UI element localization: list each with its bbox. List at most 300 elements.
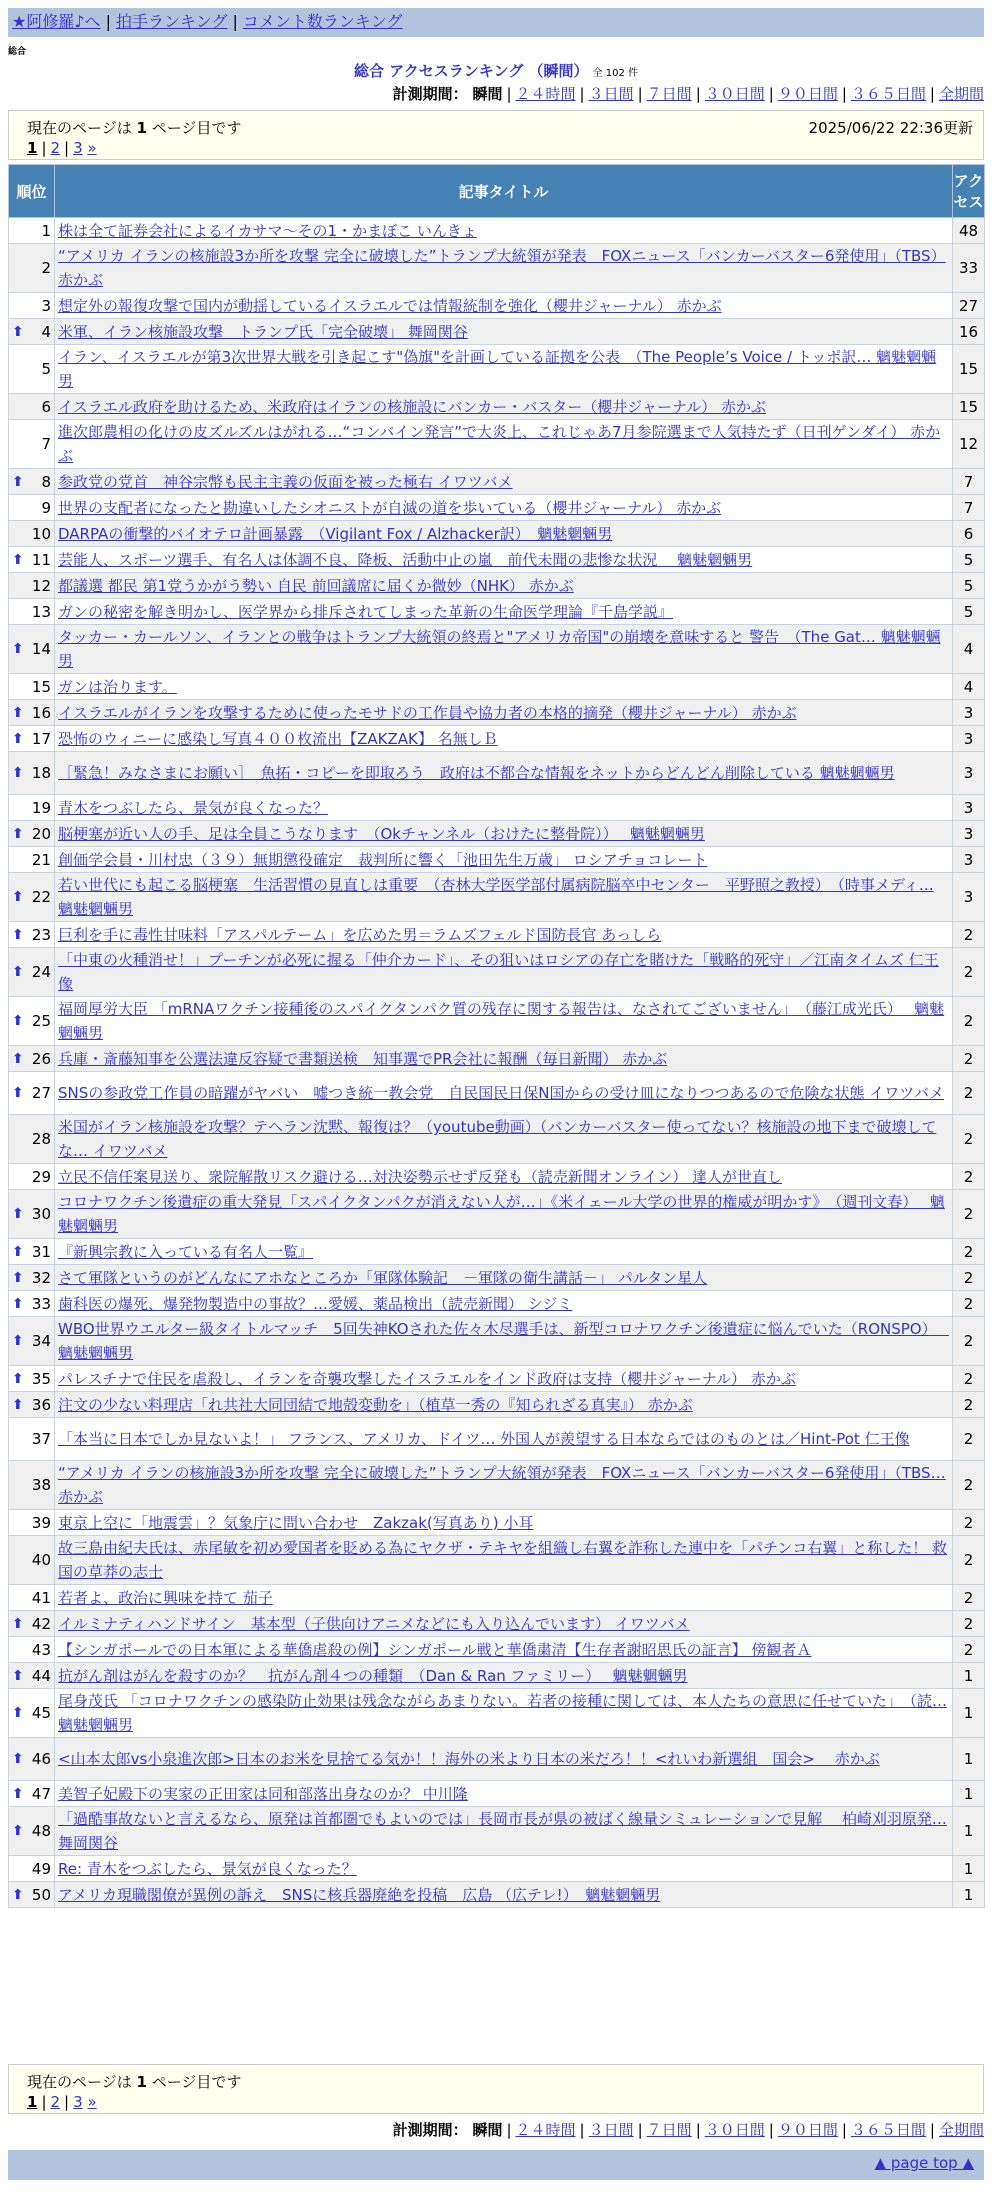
article-link[interactable]: 尾身茂氏 「コロナワクチンの感染防止効果は残念ながらあまりない。若者の接種に関しては、本人たちの意思に任せていた」 （読… 魑魅魍魎男 (58, 1692, 948, 1734)
rank-up-arrow-icon: ⬆ (12, 1396, 24, 1413)
rank-up-arrow-icon: ⬆ (12, 889, 24, 905)
table-row (9, 394, 985, 420)
rank-number: 6 (41, 397, 51, 416)
rank-cell (9, 1366, 55, 1392)
access-count: 3 (953, 873, 985, 922)
article-link[interactable]: ［緊急！みなさまにお願い］ 魚拓・コピーを即取ろう 政府は不都合な情報をネットからどんどん削除している 魑魅魍魎男 (58, 764, 895, 782)
rank-cell (9, 873, 55, 922)
period-selector: 計測期間： 瞬間 | ２４時間 | ３日間 | ７日間 | ３０日間 | ９０日間 | ３６５日間 | 全期間 (392, 85, 984, 103)
rank-up-arrow-icon: ⬆ (12, 704, 24, 721)
rank-up-arrow-icon: ⬆ (12, 765, 24, 781)
rank-number: 48 (31, 1822, 51, 1840)
access-count: 2 (953, 1392, 985, 1418)
period-3d-link[interactable]: ３日間 (588, 2121, 634, 2139)
title-cell (55, 997, 953, 1046)
access-count: 2 (953, 1115, 985, 1164)
table-row (9, 1392, 985, 1418)
article-link[interactable]: 若い世代にも起こる脳梗塞 生活習慣の見直しは重要 （杏林大学医学部付属病院脳卒中センター 平野照之教授） （時事メディ… 魑魅魍魎男 (58, 876, 934, 918)
access-count: 3 (953, 700, 985, 726)
rank-number: 7 (41, 435, 51, 453)
title-cell (55, 821, 953, 847)
article-link[interactable]: イスラエルがイランを攻撃するために使ったモサドの工作員や協力者の本格的摘発（櫻井ジャーナル） 赤かぶ (58, 703, 797, 722)
rank-up-arrow-icon: ⬆ (12, 1333, 24, 1349)
page-title-text: 総合 アクセスランキング （瞬間） (354, 62, 589, 80)
access-count: 7 (953, 495, 985, 521)
home-link[interactable]: ★阿修羅♪へ (12, 12, 101, 31)
article-link[interactable]: DARPAの衝撃的バイオテロ計画暴露 （Vigilant Fox / Alzhacker訳） 魑魅魍魎男 (58, 524, 613, 543)
rank-cell (9, 1585, 55, 1611)
page-top-link[interactable]: ▲ page top ▲ (874, 2154, 974, 2172)
current-page-text: 現在のページは 1 ページ目です (27, 119, 242, 137)
rank-cell (9, 752, 55, 795)
rank-number: 36 (31, 1395, 51, 1414)
access-count: 1 (953, 1663, 985, 1689)
rank-number: 39 (31, 1513, 51, 1532)
article-link[interactable]: 福岡厚労大臣 「mRNAワクチン接種後のスパイクタンパク質の残存に関する報告は、なされてございません」 （藤江成光氏） 魑魅魍魎男 (58, 1000, 945, 1042)
article-link[interactable]: 立民不信任案見送り、衆院解散リスク避ける…対決姿勢示せず反発も（読売新聞オンライン） 達人が世直し (58, 1167, 783, 1186)
period-7d-link[interactable]: ７日間 (646, 85, 692, 103)
period-24h-link[interactable]: ２４時間 (515, 85, 576, 103)
article-link[interactable]: 故三島由紀夫氏は、赤尾敏を初め愛国者を貶める為にヤクザ・テキヤを組織し右翼を詐称した連中を「パチンコ右翼」と称した！ 救国の草莽の志士 (58, 1539, 948, 1581)
access-count: 5 (953, 573, 985, 599)
article-link[interactable]: パレスチナで住民を虐殺し、イランを奇襲攻撃したイスラエルをインド政府は支持（櫻井ジャーナル） 赤かぶ (58, 1369, 796, 1388)
table-row (9, 293, 985, 319)
rank-up-arrow-icon: ⬆ (12, 641, 24, 657)
rank-number: 41 (31, 1588, 51, 1607)
period-90d-link[interactable]: ９０日間 (777, 85, 838, 103)
rank-number: 49 (31, 1859, 51, 1878)
table-row (9, 1738, 985, 1781)
table-row (9, 1164, 985, 1190)
rank-up-arrow-icon: ⬆ (12, 1667, 24, 1684)
rank-number: 8 (41, 472, 51, 491)
rank-up-arrow-icon: ⬆ (12, 1823, 24, 1839)
rank-number: 38 (31, 1476, 51, 1494)
rank-up-arrow-icon: ⬆ (12, 1615, 24, 1632)
access-count: 33 (953, 244, 985, 293)
title-cell (55, 922, 953, 948)
rank-number: 9 (41, 498, 51, 517)
access-count: 5 (953, 547, 985, 573)
title-cell (55, 521, 953, 547)
table-row (9, 922, 985, 948)
access-count: 1 (953, 1856, 985, 1882)
title-cell (55, 1882, 953, 1908)
rank-number: 23 (31, 925, 51, 944)
article-link[interactable]: タッカー・カールソン、イランとの戦争はトランプ大統領の終焉と"アメリカ帝国"の崩壊を意味すると 警告 （The Gat… 魑魅魍魎男 (58, 628, 941, 670)
article-link[interactable]: 注文の少ない料理店「れ共社大同団結で地殻変動を」（植草一秀の『知られざる真実』） 赤かぶ (58, 1395, 693, 1414)
rank-number: 45 (31, 1704, 51, 1722)
next-page-link[interactable]: » (87, 2093, 97, 2111)
table-row (9, 218, 985, 244)
rank-cell (9, 700, 55, 726)
title-cell (55, 1689, 953, 1738)
col-access-header: アクセス (953, 165, 985, 218)
rank-number: 25 (31, 1012, 51, 1030)
rank-number: 46 (31, 1750, 51, 1768)
access-count: 2 (953, 1291, 985, 1317)
title-cell (55, 319, 953, 345)
table-row (9, 1585, 985, 1611)
title-cell (55, 1510, 953, 1536)
rank-number: 30 (31, 1205, 51, 1223)
title-cell (55, 218, 953, 244)
rank-number: 42 (31, 1614, 51, 1633)
rank-up-arrow-icon: ⬆ (12, 323, 24, 340)
page-2-link[interactable]: 2 (50, 2093, 61, 2111)
period-30d-link[interactable]: ３０日間 (704, 85, 765, 103)
pager-top (8, 110, 984, 160)
title-cell (55, 469, 953, 495)
table-row (9, 795, 985, 821)
rank-cell (9, 1317, 55, 1366)
rank-number: 14 (31, 640, 51, 658)
title-cell (55, 1291, 953, 1317)
rank-cell (9, 1265, 55, 1291)
rank-number: 13 (31, 602, 51, 621)
title-cell (55, 1239, 953, 1265)
article-link[interactable]: “アメリカ イランの核施設3か所を攻撃 完全に破壊した”トランプ大統領が発表 FOXニュース「バンカーバスター6発使用」（TBS） 赤かぶ (58, 247, 946, 289)
page-3-link[interactable]: 3 (73, 2093, 83, 2111)
article-link[interactable]: “アメリカ イランの核施設3か所を攻撃 完全に破壊した”トランプ大統領が発表 FOXニュース「バンカーバスター6発使用」（TBS… 赤かぶ (58, 1464, 946, 1506)
article-link[interactable]: Re: 青木をつぶしたら、景気が良くなった？ (58, 1859, 357, 1878)
period-24h-link[interactable]: ２４時間 (515, 2121, 576, 2139)
rank-up-arrow-icon: ⬆ (12, 1886, 24, 1903)
access-count: 12 (953, 420, 985, 469)
period-3d-link[interactable]: ３日間 (588, 85, 634, 103)
article-link[interactable]: 巨利を手に毒性甘味料「アスパルテーム」を広めた男＝ラムズフェルド国防長官 あっしら (58, 925, 662, 944)
applause-ranking-link[interactable]: 拍手ランキング (115, 12, 228, 31)
title-cell (55, 873, 953, 922)
rank-number: 34 (31, 1332, 51, 1350)
page-1-current: 1 (27, 139, 38, 157)
table-row (9, 1611, 985, 1637)
access-count: 2 (953, 1317, 985, 1366)
article-link[interactable]: 世界の支配者になったと勘違いしたシオニストが自滅の道を歩いている（櫻井ジャーナル） 赤かぶ (58, 498, 722, 517)
rank-up-arrow-icon: ⬆ (12, 964, 24, 980)
article-link[interactable]: 【シンガポールでの日本軍による華僑虐殺の例】シンガポール戦と華僑粛清【生存者謝昭思氏の証言】 傍観者Ａ (58, 1640, 812, 1659)
article-link[interactable]: 米軍、イラン核施設攻撃 トランプ氏「完全破壊」 舞岡関谷 (58, 322, 468, 341)
access-count: 2 (953, 1536, 985, 1585)
rank-number: 5 (41, 360, 51, 378)
table-row (9, 1239, 985, 1265)
access-count: 2 (953, 1637, 985, 1663)
title-cell (55, 752, 953, 795)
title-cell (55, 394, 953, 420)
article-link[interactable]: 進次郎農相の化けの皮ズルズルはがれる…“コンバイン発言”で大炎上、これじゃあ7月参院選まで人気持たず（日刊ゲンダイ） 赤かぶ (58, 423, 941, 465)
rank-cell (9, 1418, 55, 1461)
title-cell (55, 599, 953, 625)
title-cell (55, 1461, 953, 1510)
title-cell (55, 847, 953, 873)
table-row (9, 1781, 985, 1807)
title-cell (55, 700, 953, 726)
article-link[interactable]: 東京上空に「地震雲」？気象庁に問い合わせ Zakzak(写真あり) 小耳 (58, 1513, 534, 1532)
access-count: 1 (953, 1807, 985, 1856)
title-cell (55, 495, 953, 521)
access-count: 16 (953, 319, 985, 345)
rank-number: 40 (31, 1551, 51, 1569)
article-link[interactable]: ガンは治ります。 (58, 677, 177, 696)
article-link[interactable]: 都議選 都民 第1党うかがう勢い 自民 前回議席に届くか微妙（NHK） 赤かぶ (58, 576, 574, 595)
rank-up-arrow-icon: ⬆ (12, 1370, 24, 1387)
title-cell (55, 1418, 953, 1461)
rank-number: 1 (41, 221, 51, 240)
rank-number: 22 (31, 888, 51, 906)
period-7d-link[interactable]: ７日間 (646, 2121, 692, 2139)
table-row (9, 547, 985, 573)
table-row (9, 319, 985, 345)
access-count: 2 (953, 1072, 985, 1115)
col-rank-header: 順位 (9, 165, 55, 218)
rank-cell (9, 547, 55, 573)
rank-cell (9, 1856, 55, 1882)
table-row (9, 1115, 985, 1164)
rank-number: 20 (31, 824, 51, 843)
table-row (9, 495, 985, 521)
table-row (9, 599, 985, 625)
rank-number: 4 (41, 322, 51, 341)
period-30d-link[interactable]: ３０日間 (704, 2121, 765, 2139)
access-count: 2 (953, 1239, 985, 1265)
rank-number: 28 (31, 1130, 51, 1148)
page-links: 1 | 2 | 3 » (27, 139, 97, 157)
page-links: 1 | 2 | 3 » (27, 2093, 97, 2111)
article-link[interactable]: 創価学会員・川村忠（３９）無期懲役確定 裁判所に響く「池田先生万歳」 ロシアチョコレート (58, 850, 708, 869)
page-1-current: 1 (27, 2093, 38, 2111)
rank-number: 27 (31, 1084, 51, 1102)
access-count: 1 (953, 1689, 985, 1738)
comment-ranking-link[interactable]: コメント数ランキング (242, 12, 403, 31)
access-count: 2 (953, 1366, 985, 1392)
title-cell (55, 948, 953, 997)
rank-number: 31 (31, 1242, 51, 1261)
rank-number: 32 (31, 1268, 51, 1287)
access-count: 6 (953, 521, 985, 547)
rank-number: 11 (31, 550, 51, 569)
rank-up-arrow-icon: ⬆ (12, 1243, 24, 1260)
rank-cell (9, 599, 55, 625)
article-link[interactable]: さて軍隊というのがどんなにアホなところか「軍隊体験記 －軍隊の衛生講話－」 パルタン星人 (58, 1268, 708, 1287)
rank-up-arrow-icon: ⬆ (12, 1050, 24, 1067)
rank-cell (9, 244, 55, 293)
article-link[interactable]: 米国がイラン核施設を攻撃？テヘラン沈黙、報復は？（youtube動画）（バンカーバスター使ってない？核施設の地下まで破壊してな… イワツバメ (58, 1118, 937, 1160)
rank-cell (9, 847, 55, 873)
rank-number: 2 (41, 259, 51, 277)
rank-cell (9, 1738, 55, 1781)
title-cell (55, 1611, 953, 1637)
rank-cell (9, 293, 55, 319)
access-count: 2 (953, 1611, 985, 1637)
period-current: 瞬間 (472, 2121, 503, 2139)
table-row (9, 625, 985, 674)
title-cell (55, 1637, 953, 1663)
access-count: 1 (953, 1781, 985, 1807)
title-cell (55, 795, 953, 821)
period-label: 計測期間： (392, 2121, 468, 2139)
access-count: 48 (953, 218, 985, 244)
rank-number: 29 (31, 1167, 51, 1186)
title-cell (55, 1072, 953, 1115)
table-row (9, 1265, 985, 1291)
article-link[interactable]: アメリカ現職閣僚が異例の訴え SNSに核兵器廃絶を投稿 広島 （広テレ!） 魑魅魍魎男 (58, 1885, 661, 1904)
rank-number: 15 (31, 677, 51, 696)
rank-cell (9, 821, 55, 847)
table-row (9, 1190, 985, 1239)
rank-cell (9, 625, 55, 674)
access-count: 27 (953, 293, 985, 319)
rank-number: 16 (31, 703, 51, 722)
table-row (9, 847, 985, 873)
article-link[interactable]: 株は全て証券会社によるイカサマ〜その1・かまぼこ いんきょ (58, 221, 477, 240)
access-count: 1 (953, 1738, 985, 1781)
title-cell (55, 1317, 953, 1366)
updated-time: 2025/06/22 22:36更新 (808, 119, 973, 137)
rank-number: 12 (31, 576, 51, 595)
article-link[interactable]: 想定外の報復攻撃で国内が動揺しているイスラエルでは情報統制を強化（櫻井ジャーナル） 赤かぶ (58, 296, 722, 315)
period-all-link[interactable]: 全期間 (938, 85, 984, 103)
access-count: 7 (953, 469, 985, 495)
title-cell (55, 1585, 953, 1611)
article-link[interactable]: イラン、イスラエルが第3次世界大戦を引き起こす"偽旗"を計画している証拠を公表 （The People’s Voice / トッポ訳… 魑魅魍魎男 (58, 348, 937, 390)
rank-up-arrow-icon: ⬆ (12, 1705, 24, 1721)
rank-up-arrow-icon: ⬆ (12, 1751, 24, 1767)
rank-cell (9, 394, 55, 420)
period-90d-link[interactable]: ９０日間 (777, 2121, 838, 2139)
access-count: 2 (953, 1510, 985, 1536)
article-link[interactable]: 美智子妃殿下の実家の正田家は同和部落出身なのか？ 中川隆 (58, 1784, 468, 1803)
page-2-link[interactable]: 2 (50, 139, 61, 157)
article-link[interactable]: 参政党の党首 神谷宗幣も民主主義の仮面を被った極右 イワツバメ (58, 472, 513, 491)
breadcrumb: 総合 (8, 47, 27, 57)
table-row (9, 1418, 985, 1461)
rank-cell (9, 1807, 55, 1856)
rank-number: 24 (31, 963, 51, 981)
rank-cell (9, 674, 55, 700)
title-cell (55, 293, 953, 319)
title-cell (55, 244, 953, 293)
access-count: 1 (953, 1882, 985, 1908)
rank-cell (9, 345, 55, 394)
article-link[interactable]: イルミナティハンドサイン 基本型（子供向けアニメなどにも入り込んでいます） イワツバメ (58, 1614, 690, 1633)
article-link[interactable]: SNSの参政党工作員の暗躍がヤバい 嘘つき統一教会党 自民国民日保N国からの受け皿になりつつあるので危険な状態 イワツバメ (58, 1084, 944, 1102)
rank-cell (9, 495, 55, 521)
rank-cell (9, 521, 55, 547)
article-link[interactable]: 青木をつぶしたら、景気が良くなった？ (58, 798, 329, 817)
rank-cell (9, 1239, 55, 1265)
article-link[interactable]: ガンの秘密を解き明かし、医学界から排斥されてしまった革新の生命医学理論『千島学説』 (58, 602, 674, 621)
table-row (9, 1461, 985, 1510)
period-label: 計測期間： (392, 85, 468, 103)
nav-separator: | (105, 12, 111, 31)
title-cell (55, 625, 953, 674)
article-link[interactable]: WBO世界ウエルター級タイトルマッチ 5回失神KOされた佐々木尽選手は、新型コロナワクチン後遺症に悩んでいた（RONSPO） 魑魅魍魎男 (58, 1320, 949, 1362)
title-cell (55, 420, 953, 469)
article-link[interactable]: イスラエル政府を助けるため、米政府はイランの核施設にバンカー・バスター（櫻井ジャーナル） 赤かぶ (58, 397, 766, 416)
rank-cell (9, 218, 55, 244)
access-count: 3 (953, 847, 985, 873)
title-cell (55, 345, 953, 394)
article-link[interactable]: 歯科医の爆死、爆発物製造中の事故？…愛媛、薬品検出（読売新聞） シジミ (58, 1294, 573, 1313)
title-cell (55, 1392, 953, 1418)
title-cell (55, 674, 953, 700)
rank-up-arrow-icon: ⬆ (12, 1013, 24, 1029)
rank-cell (9, 319, 55, 345)
article-link[interactable]: 『新興宗教に入っている有名人一覧』 (58, 1242, 314, 1261)
rank-up-arrow-icon: ⬆ (12, 1206, 24, 1222)
access-count: 2 (953, 1585, 985, 1611)
rank-number: 18 (31, 764, 51, 782)
period-selector-bottom: 計測期間： 瞬間 | ２４時間 | ３日間 | ７日間 | ３０日間 | ９０日間 | ３６５日間 | 全期間 (392, 2121, 984, 2139)
article-link[interactable]: 「本当に日本でしか見ないよ！」 フランス、アメリカ、ドイツ… 外国人が羨望する日本ならではのものとは／Hint-Pot 仁王像 (58, 1430, 910, 1448)
article-link[interactable]: <山本太郎vs小泉進次郎>日本のお米を見捨てる気か！！海外の米より日本の米だろ！！<れいわ新選組 国会> 赤かぶ (58, 1750, 880, 1768)
access-count: 2 (953, 922, 985, 948)
rank-cell (9, 1781, 55, 1807)
rank-number: 37 (31, 1430, 51, 1448)
table-row (9, 1663, 985, 1689)
table-row (9, 1637, 985, 1663)
table-row (9, 1072, 985, 1115)
access-count: 15 (953, 345, 985, 394)
title-cell (55, 1115, 953, 1164)
article-link[interactable]: 抗がん剤はがんを殺すのか？ 抗がん剤４つの種類 （Dan & Ran ファミリー） 魑魅魍魎男 (58, 1666, 688, 1685)
page-3-link[interactable]: 3 (73, 139, 83, 157)
table-row (9, 1689, 985, 1738)
nav-separator: | (232, 12, 238, 31)
rank-cell (9, 1072, 55, 1115)
rank-number: 50 (31, 1885, 51, 1904)
access-count: 15 (953, 394, 985, 420)
article-link[interactable]: 若者よ、政治に興味を持て 茄子 (58, 1588, 273, 1607)
rank-up-arrow-icon: ⬆ (12, 473, 24, 490)
article-link[interactable]: 恐怖のウィニーに感染し写真４００枚流出【ZAKZAK】 名無しＢ (58, 729, 498, 748)
period-current: 瞬間 (472, 85, 503, 103)
rank-number: 3 (41, 296, 51, 315)
table-row (9, 674, 985, 700)
ranking-table (8, 164, 985, 1908)
rank-cell (9, 420, 55, 469)
access-count: 2 (953, 1164, 985, 1190)
access-count: 3 (953, 752, 985, 795)
top-nav-bar (8, 8, 984, 37)
article-link[interactable]: 脳梗塞が近い人の手、足は全員こうなります （Okチャンネル（おけたに整骨院）） 魑魅魍魎男 (58, 824, 705, 843)
rank-cell (9, 1291, 55, 1317)
table-row (9, 948, 985, 997)
next-page-link[interactable]: » (87, 139, 97, 157)
table-row (9, 700, 985, 726)
article-link[interactable]: 「中東の火種消せ！」プーチンが必死に握る「仲介カード」、その狙いはロシアの存亡を賭けた「戦略的死守」／江南タイムズ 仁王像 (58, 951, 939, 993)
article-link[interactable]: 兵庫・斎藤知事を公選法違反容疑で書類送検 知事選でPR会社に報酬（毎日新聞） 赤かぶ (58, 1049, 668, 1068)
col-title-header: 記事タイトル (55, 165, 953, 218)
access-count: 3 (953, 821, 985, 847)
rank-cell (9, 573, 55, 599)
rank-number: 19 (31, 798, 51, 817)
rank-up-arrow-icon: ⬆ (12, 825, 24, 842)
access-count: 2 (953, 1461, 985, 1510)
article-link[interactable]: 芸能人、スポーツ選手、有名人は体調不良、降板、活動中止の嵐 前代未聞の悲惨な状況 魑魅魍魎男 (58, 550, 753, 569)
period-all-link[interactable]: 全期間 (938, 2121, 984, 2139)
title-cell (55, 1366, 953, 1392)
table-row (9, 873, 985, 922)
rank-up-arrow-icon: ⬆ (12, 730, 24, 747)
period-365d-link[interactable]: ３６５日間 (850, 85, 926, 103)
article-link[interactable]: コロナワクチン後遺症の重大発見「スパイクタンパクが消えない人が…」《米イェール大学の世界的権威が明かす》 （週刊文春） 魑魅魍魎男 (58, 1193, 945, 1235)
article-link[interactable]: 「過酷事故ないと言えるなら、原発は首都圏でもよいのでは」長岡市長が県の被ばく線量シミュレーションで見解 柏崎刈羽原発… 舞岡関谷 (58, 1810, 947, 1852)
period-365d-link[interactable]: ３６５日間 (850, 2121, 926, 2139)
title-cell (55, 547, 953, 573)
table-row (9, 573, 985, 599)
rank-up-arrow-icon: ⬆ (12, 551, 24, 568)
